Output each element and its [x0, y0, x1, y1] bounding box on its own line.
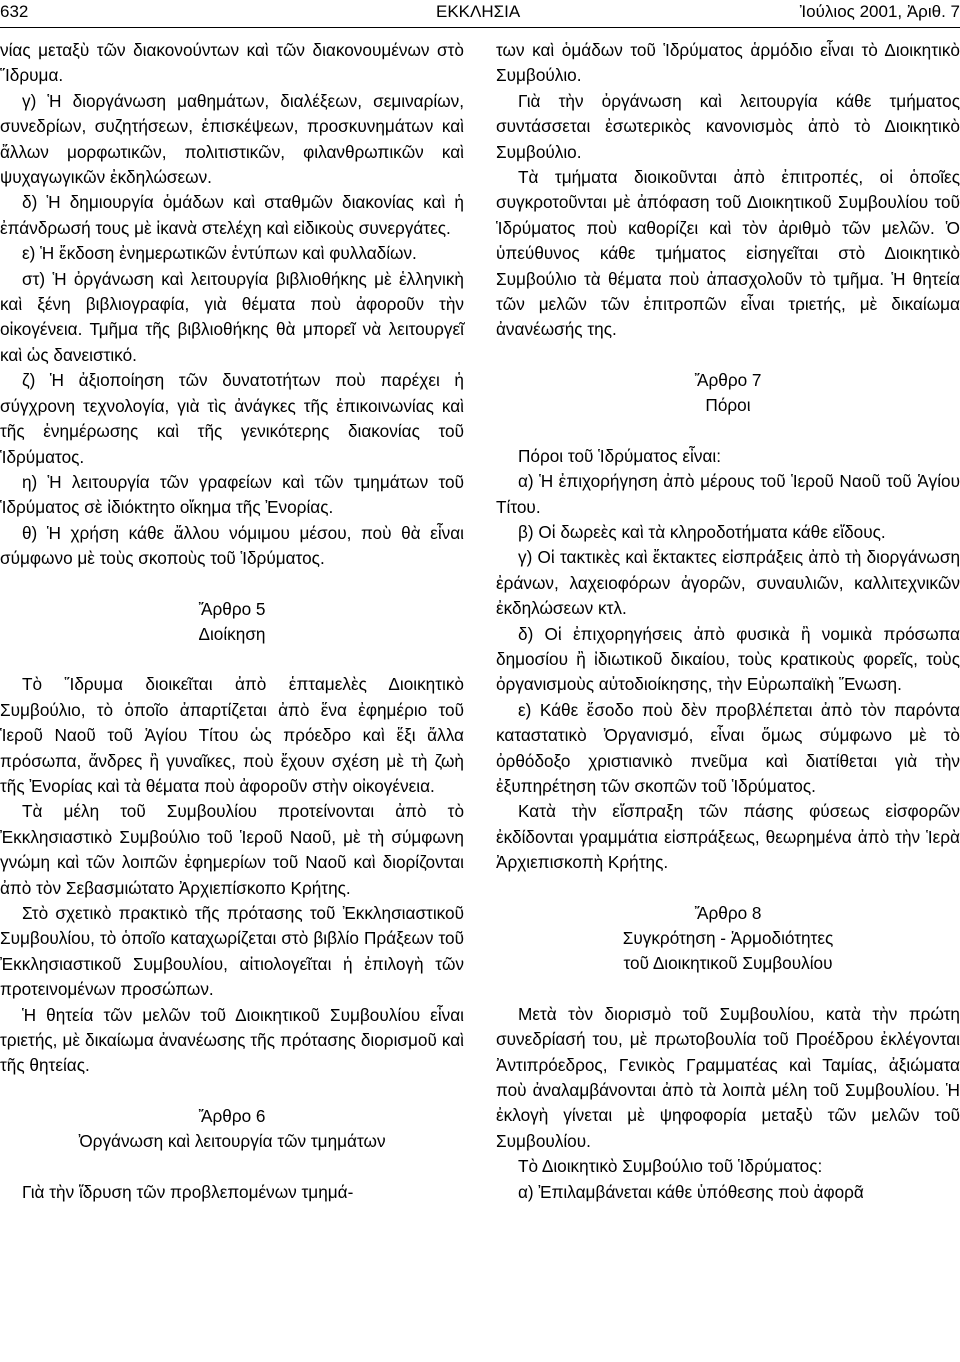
article-8-title-line-2: τοῦ Διοικητικοῦ Συμβουλίου [623, 953, 833, 974]
article-5-heading: Ἄρθρο 5 [198, 598, 266, 619]
paragraph: Μετὰ τὸν διορισμὸ τοῦ Συμβουλίου, κατὰ τὴν πρώτη συνεδρίασή του, μὲ πρωτοβουλία τοῦ Προέδρου ἐκλέγονται Ἀντιπρόεδρος, Γενικὸς Γραμματέας καὶ Ταμίας, ἀξιώματα ποὺ ἀναλαμβάνονται ἀπὸ τὰ λοιπὰ μέλη τοῦ Συμβουλίου. Ἡ ἐκλογὴ γίνεται μὲ ψηφοφορία μεταξὺ τῶν μελῶν τοῦ Συμβουλίου. [496, 1003, 960, 1151]
paragraph: ε) Κάθε ἔσοδο ποὺ δὲν προβλέπεται ἀπὸ τὸν παρόντα καταστατικὸ Ὀργανισμό, εἶναι ὅμως σύμφωνο μὲ τὸ ὀρθόδοξο χριστιανικὸ πνεῦμα καὶ διατίθεται γιὰ τὴν ἐξυπηρέτηση τῶν σκοπῶν τοῦ Ἱδρύματος. [496, 699, 960, 796]
paragraph: β) Οἱ δωρεὲς καὶ τὰ κληροδοτήματα κάθε εἴδους. [518, 521, 886, 542]
paragraph: α) Ἐπιλαμβάνεται κάθε ὑπόθεσης ποὺ ἀφορᾶ [518, 1181, 864, 1202]
article-7-title: Πόροι [705, 395, 751, 416]
paragraph: α) Ἡ ἐπιχορήγηση ἀπὸ μέρους τοῦ Ἱεροῦ Ναοῦ τοῦ Ἁγίου Τίτου. [496, 471, 960, 517]
spacer [0, 647, 464, 672]
paragraph: Γιὰ τὴν ὀργάνωση καὶ λειτουργία κάθε τμήματος συντάσσεται ἐσωτερικὸς κανονισμὸς ἀπὸ τὸ Διοικητικὸ Συμβούλιο. [496, 90, 960, 162]
paragraph: δ) Οἱ ἐπιχορηγήσεις ἀπὸ φυσικὰ ἢ νομικὰ πρόσωπα δημοσίου ἢ ἰδιωτικοῦ δικαίου, τοὺς κρατικοὺς φορεῖς, τοὺς ὀργανισμοὺς αὐτοδιοίκησης, τὴν Εὐρωπαϊκὴ Ἕνωση. [496, 623, 960, 695]
page-header [0, 0, 960, 30]
left-column [0, 38, 464, 1205]
paragraph: Γιὰ τὴν ἵδρυση τῶν προβλεπομένων τμημά- [22, 1181, 354, 1202]
article-7-heading: Ἄρθρο 7 [694, 369, 762, 390]
paragraph: Τὰ τμήματα διοικοῦνται ἀπὸ ἐπιτροπές, οἱ ὁποῖες συγκροτοῦνται μὲ ἀπόφαση τοῦ Διοικητικοῦ Συμβουλίου τοῦ Ἱδρύματος ποὺ καθορίζει καὶ τὸν ἀριθμὸ τῶν μελῶν. Ὁ ὑπεύθυνος κάθε τμήματος εἰσηγεῖται στὸ Διοικητικὸ Συμβούλιο τὰ θέματα ποὺ ἀπασχολοῦν τὸ τμῆμα. Ἡ θητεία τῶν μελῶν τῶν ἐπιτροπῶν εἶναι τριετής, μὲ δικαίωμα ἀνανέωσής της. [496, 167, 960, 340]
paragraph: Τὸ Ἵδρυμα διοικεῖται ἀπὸ ἑπταμελὲς Διοικητικὸ Συμβούλιο, τὸ ὁποῖο ἀπαρτίζεται ἀπὸ ἕνα ἐφημέριο τοῦ Ἱεροῦ Ναοῦ τοῦ Ἁγίου Τίτου ὡς πρόεδρο καὶ ἕξι ἄλλα πρόσωπα, ἄνδρες ἢ γυναῖκες, ποὺ ἔχουν σχέση μὲ τὴ ζωὴ τῆς Ἐνορίας καὶ τὰ θέματα ποὺ ἀφοροῦν στὴν οἰκογένεια. [0, 674, 464, 796]
paragraph: θ) Ἡ χρήση κάθε ἄλλου νόμιμου μέσου, ποὺ θὰ εἶναι σύμφωνο μὲ τοὺς σκοποὺς τοῦ Ἱδρύματος. [0, 522, 464, 569]
issue-date: Ἰούλιος 2001, Ἀριθ. 7 [799, 2, 960, 21]
article-8-heading: Ἄρθρο 8 [694, 902, 762, 923]
running-title: ΕΚΚΛΗΣΙΑ [436, 2, 521, 21]
paragraph: Ἡ θητεία τῶν μελῶν τοῦ Διοικητικοῦ Συμβουλίου εἶναι τριετής, μὲ δικαίωμα ἀνανέωσης τῆς πρότασης διορισμοῦ καὶ τῆς θητείας. [0, 1004, 464, 1076]
article-6-title: Ὀργάνωση καὶ λειτουργία τῶν τμημάτων [78, 1131, 386, 1152]
article-6-heading: Ἄρθρο 6 [198, 1105, 266, 1126]
spacer [0, 572, 464, 597]
spacer [496, 977, 960, 1002]
paragraph: δ) Ἡ δημιουργία ὁμάδων καὶ σταθμῶν διακονίας καὶ ἡ ἐπάνδρωσή τους μὲ ἱκανὰ στελέχη καὶ εἰδικοὺς συνεργάτες. [0, 192, 464, 238]
paragraph: νίας μεταξὺ τῶν διακονούντων καὶ τῶν διακονουμένων στὸ Ἵδρυμα. [0, 40, 464, 86]
spacer [0, 1079, 464, 1104]
page-number: 632 [0, 2, 29, 21]
paragraph: Τὸ Διοικητικὸ Συμβούλιο τοῦ Ἱδρύματος: [518, 1156, 823, 1177]
paragraph: ε) Ἡ ἔκδοση ἐνημερωτικῶν ἐντύπων καὶ φυλλαδίων. [22, 243, 417, 264]
spacer [496, 419, 960, 444]
paragraph: των καὶ ὁμάδων τοῦ Ἱδρύματος ἁρμόδιο εἶναι τὸ Διοικητικὸ Συμβούλιο. [496, 40, 960, 86]
paragraph: Τὰ μέλη τοῦ Συμβουλίου προτείνονται ἀπὸ τὸ Ἐκκλησιαστικὸ Συμβούλιο τοῦ Ἱεροῦ Ναοῦ, μὲ τὴ σύμφωνη γνώμη καὶ τῶν λοιπῶν ἐφημερίων τοῦ Ναοῦ καὶ διορίζονται ἀπὸ τὸν Σεβασμιώτατο Ἀρχιεπίσκοπο Κρήτης. [0, 801, 464, 898]
paragraph: γ) Οἱ τακτικὲς καὶ ἔκτακτες εἰσπράξεις ἀπὸ τὴ διοργάνωση ἐράνων, λαχειοφόρων ἀγορῶν, συναυλιῶν, καλλιτεχνικῶν ἐκδηλώσεων κτλ. [496, 547, 960, 619]
paragraph: ζ) Ἡ ἀξιοποίηση τῶν δυνατοτήτων ποὺ παρέχει ἡ σύγχρονη τεχνολογία, γιὰ τὶς ἀνάγκες τῆς ἐπικοινωνίας καὶ τῆς ἐνημέρωσης καὶ τῆς γενικότερης διακονίας τοῦ Ἱδρύματος. [0, 370, 464, 467]
paragraph: Πόροι τοῦ Ἱδρύματος εἶναι: [518, 445, 721, 466]
spacer [496, 343, 960, 368]
paragraph: στ) Ἡ ὀργάνωση καὶ λειτουργία βιβλιοθήκης μὲ ἑλληνικὴ καὶ ξένη βιβλιογραφία, γιὰ θέματα ποὺ ἀφοροῦν τὴν οἰκογένεια. Τμῆμα τῆς βιβλιοθήκης θὰ μπορεῖ νὰ λειτουργεῖ καὶ ὡς δανειστικό. [0, 268, 464, 365]
spacer [496, 876, 960, 901]
right-column [496, 38, 960, 1205]
paragraph: γ) Ἡ διοργάνωση μαθημάτων, διαλέξεων, σεμιναρίων, συνεδρίων, συζητήσεων, ἐπισκέψεων, προσκυνημάτων καὶ ἄλλων μορφωτικῶν, πολιτιστικῶν, φιλανθρωπικῶν καὶ ψυχαγωγικῶν ἐκδηλώσεων. [0, 90, 464, 188]
header-rule [0, 27, 960, 28]
paragraph: Στὸ σχετικὸ πρακτικὸ τῆς πρότασης τοῦ Ἐκκλησιαστικοῦ Συμβουλίου, τὸ ὁποῖο καταχωρίζεται στὸ βιβλίο Πράξεων τοῦ Ἐκκλησιαστικοῦ Συμβουλίου, αἰτιολογεῖται ἡ ἐπιλογὴ τῶν προτεινομένων προσώπων. [0, 903, 464, 1000]
article-5-title: Διοίκηση [198, 623, 266, 644]
spacer [0, 1155, 464, 1180]
paragraph: η) Ἡ λειτουργία τῶν γραφείων καὶ τῶν τμημάτων τοῦ Ἱδρύματος σὲ ἰδιόκτητο οἴκημα τῆς Ἐνορίας. [0, 471, 464, 518]
article-8-title-line-1: Συγκρότηση - Ἁρμοδιότητες [622, 928, 834, 948]
paragraph: Κατὰ τὴν εἴσπραξη τῶν πάσης φύσεως εἰσφορῶν ἐκδίδονται γραμμάτια εἰσπράξεως, θεωρημένα ἀπὸ τὴν Ἱερὰ Ἀρχιεπισκοπὴ Κρήτης. [496, 801, 960, 873]
